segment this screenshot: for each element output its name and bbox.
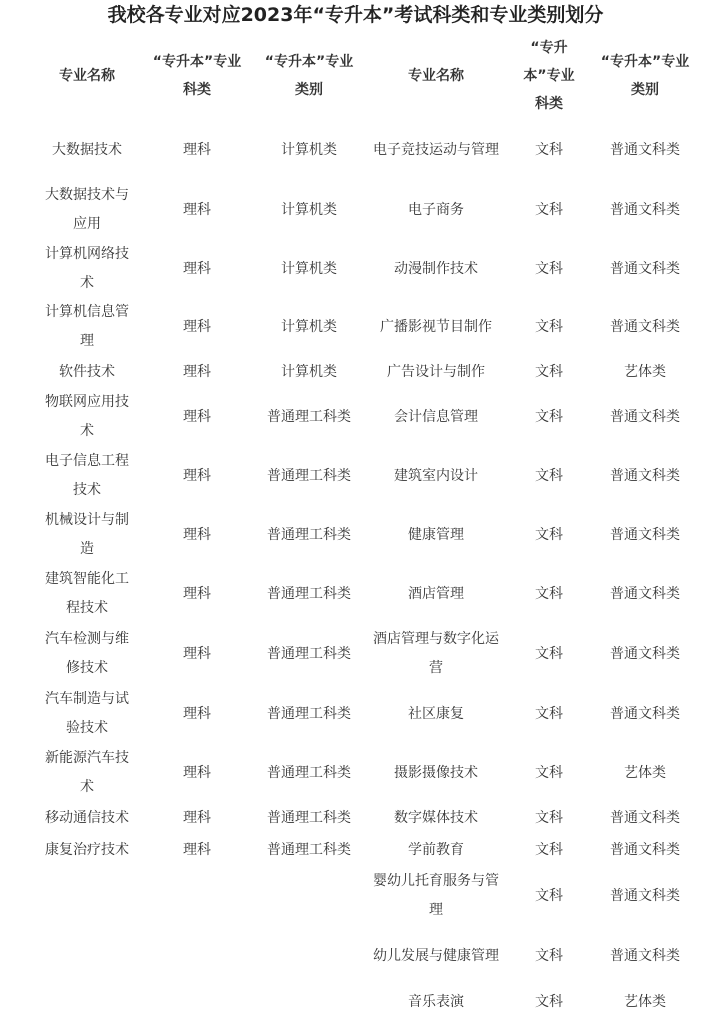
subject-cell: 理科 [183, 141, 211, 158]
category-cell: 普通文科类 [610, 585, 680, 602]
major-name-cell: 婴幼儿托育服务与管理 [373, 873, 499, 918]
subject-cell: 理科 [183, 645, 211, 662]
subject-cell: 文科 [535, 645, 563, 662]
category-cell: 计算机类 [281, 318, 337, 335]
major-name-cell [35, 926, 139, 986]
category-cell: 普通文科类 [610, 526, 680, 543]
subject-cell: 文科 [535, 526, 563, 543]
subject-cell: 文科 [535, 764, 563, 781]
table-row [35, 684, 701, 744]
subject-cell: 理科 [183, 201, 211, 218]
subject-cell: 文科 [535, 585, 563, 602]
category-cell: 普通文科类 [610, 260, 680, 277]
table-row [35, 834, 701, 866]
major-name-cell [35, 866, 139, 926]
header-category-right: “专升本”专业类别 [600, 54, 690, 98]
category-cell: 普通理工科类 [267, 467, 351, 484]
major-name-cell: 动漫制作技术 [394, 260, 478, 277]
table-row [35, 120, 701, 180]
major-name-cell: 移动通信技术 [45, 809, 129, 826]
category-cell: 普通文科类 [610, 201, 680, 218]
subject-cell [139, 926, 255, 986]
header-subject-left: “专升本”专业科类 [152, 54, 242, 98]
category-cell: 普通文科类 [610, 887, 680, 904]
category-cell [255, 926, 363, 986]
major-name-cell: 康复治疗技术 [45, 841, 129, 858]
table-row [35, 298, 701, 356]
subject-cell [139, 866, 255, 926]
category-cell: 计算机类 [281, 260, 337, 277]
page-title: 我校各专业对应2023年“专升本”考试科类和专业类别划分 [107, 4, 604, 26]
subject-cell: 文科 [535, 318, 563, 335]
category-cell: 普通理工科类 [267, 705, 351, 722]
subject-cell: 理科 [183, 764, 211, 781]
table-row [35, 926, 701, 986]
category-cell: 普通理工科类 [267, 645, 351, 662]
major-name-cell: 建筑智能化工程技术 [45, 571, 129, 616]
major-name-cell: 新能源汽车技术 [45, 750, 129, 795]
category-cell: 计算机类 [281, 141, 337, 158]
table-row [35, 564, 701, 624]
table-row [35, 802, 701, 834]
category-cell: 普通理工科类 [267, 764, 351, 781]
table-row [35, 356, 701, 388]
table-row [35, 388, 701, 446]
header-major-name-right: 专业名称 [408, 68, 464, 84]
major-name-cell: 机械设计与制造 [45, 512, 129, 557]
category-cell [255, 986, 363, 1018]
category-cell: 普通理工科类 [267, 809, 351, 826]
subject-cell: 理科 [183, 408, 211, 425]
category-cell: 普通理工科类 [267, 526, 351, 543]
major-name-cell: 酒店管理 [408, 585, 464, 602]
table-row [35, 180, 701, 240]
subject-cell: 理科 [183, 363, 211, 380]
subject-cell: 文科 [535, 408, 563, 425]
subject-cell: 理科 [183, 467, 211, 484]
category-cell: 艺体类 [624, 993, 666, 1010]
subject-cell: 理科 [183, 809, 211, 826]
major-name-cell: 健康管理 [408, 526, 464, 543]
category-cell: 计算机类 [281, 363, 337, 380]
subject-cell [139, 986, 255, 1018]
subject-cell: 理科 [183, 585, 211, 602]
subject-cell: 文科 [535, 467, 563, 484]
subject-cell: 文科 [535, 260, 563, 277]
category-cell: 普通文科类 [610, 841, 680, 858]
major-name-cell: 汽车制造与试验技术 [45, 691, 129, 736]
category-cell: 普通文科类 [610, 318, 680, 335]
major-name-cell: 电子信息工程技术 [45, 453, 129, 498]
major-name-cell: 摄影摄像技术 [394, 764, 478, 781]
major-name-cell: 幼儿发展与健康管理 [373, 947, 499, 964]
table-header-row [35, 32, 701, 120]
subject-cell: 文科 [535, 841, 563, 858]
majors-table [35, 32, 701, 1018]
subject-cell: 理科 [183, 526, 211, 543]
subject-cell: 理科 [183, 260, 211, 277]
category-cell: 普通文科类 [610, 705, 680, 722]
category-cell: 普通文科类 [610, 947, 680, 964]
major-name-cell: 物联网应用技术 [45, 394, 129, 439]
category-cell: 计算机类 [281, 201, 337, 218]
subject-cell: 理科 [183, 318, 211, 335]
subject-cell: 文科 [535, 809, 563, 826]
major-name-cell: 大数据技术与应用 [45, 187, 129, 232]
category-cell: 普通文科类 [610, 809, 680, 826]
major-name-cell: 计算机信息管理 [45, 304, 129, 349]
header-category-left: “专升本”专业类别 [264, 54, 354, 98]
major-name-cell: 社区康复 [408, 705, 464, 722]
header-major-name-left: 专业名称 [59, 68, 115, 84]
table-row [35, 624, 701, 684]
subject-cell: 理科 [183, 705, 211, 722]
subject-cell: 文科 [535, 705, 563, 722]
subject-cell: 文科 [535, 201, 563, 218]
major-name-cell: 汽车检测与维修技术 [45, 631, 129, 676]
header-subject-right: “专升本”专业科类 [523, 40, 575, 112]
major-name-cell: 电子竞技运动与管理 [373, 141, 499, 158]
subject-cell: 文科 [535, 947, 563, 964]
category-cell [255, 866, 363, 926]
table-row [35, 446, 701, 506]
table-row [35, 866, 701, 926]
major-name-cell: 建筑室内设计 [394, 467, 478, 484]
major-name-cell: 电子商务 [408, 201, 464, 218]
subject-cell: 理科 [183, 841, 211, 858]
subject-cell: 文科 [535, 141, 563, 158]
category-cell: 艺体类 [624, 764, 666, 781]
major-name-cell: 软件技术 [59, 363, 115, 380]
major-name-cell: 学前教育 [408, 841, 464, 858]
category-cell: 普通文科类 [610, 467, 680, 484]
table-row [35, 744, 701, 802]
category-cell: 普通理工科类 [267, 585, 351, 602]
table-row [35, 240, 701, 298]
major-name-cell: 数字媒体技术 [394, 809, 478, 826]
category-cell: 普通文科类 [610, 141, 680, 158]
major-name-cell [35, 986, 139, 1018]
category-cell: 普通文科类 [610, 645, 680, 662]
subject-cell: 文科 [535, 887, 563, 904]
major-name-cell: 计算机网络技术 [45, 246, 129, 291]
major-name-cell: 会计信息管理 [394, 408, 478, 425]
major-name-cell: 大数据技术 [52, 141, 122, 158]
category-cell: 艺体类 [624, 363, 666, 380]
category-cell: 普通理工科类 [267, 841, 351, 858]
subject-cell: 文科 [535, 993, 563, 1010]
category-cell: 普通理工科类 [267, 408, 351, 425]
major-name-cell: 广播影视节目制作 [380, 318, 492, 335]
subject-cell: 文科 [535, 363, 563, 380]
category-cell: 普通文科类 [610, 408, 680, 425]
major-name-cell: 酒店管理与数字化运营 [373, 631, 499, 676]
major-name-cell: 音乐表演 [408, 993, 464, 1010]
table-row [35, 506, 701, 564]
major-name-cell: 广告设计与制作 [387, 363, 485, 380]
table-row [35, 986, 701, 1018]
